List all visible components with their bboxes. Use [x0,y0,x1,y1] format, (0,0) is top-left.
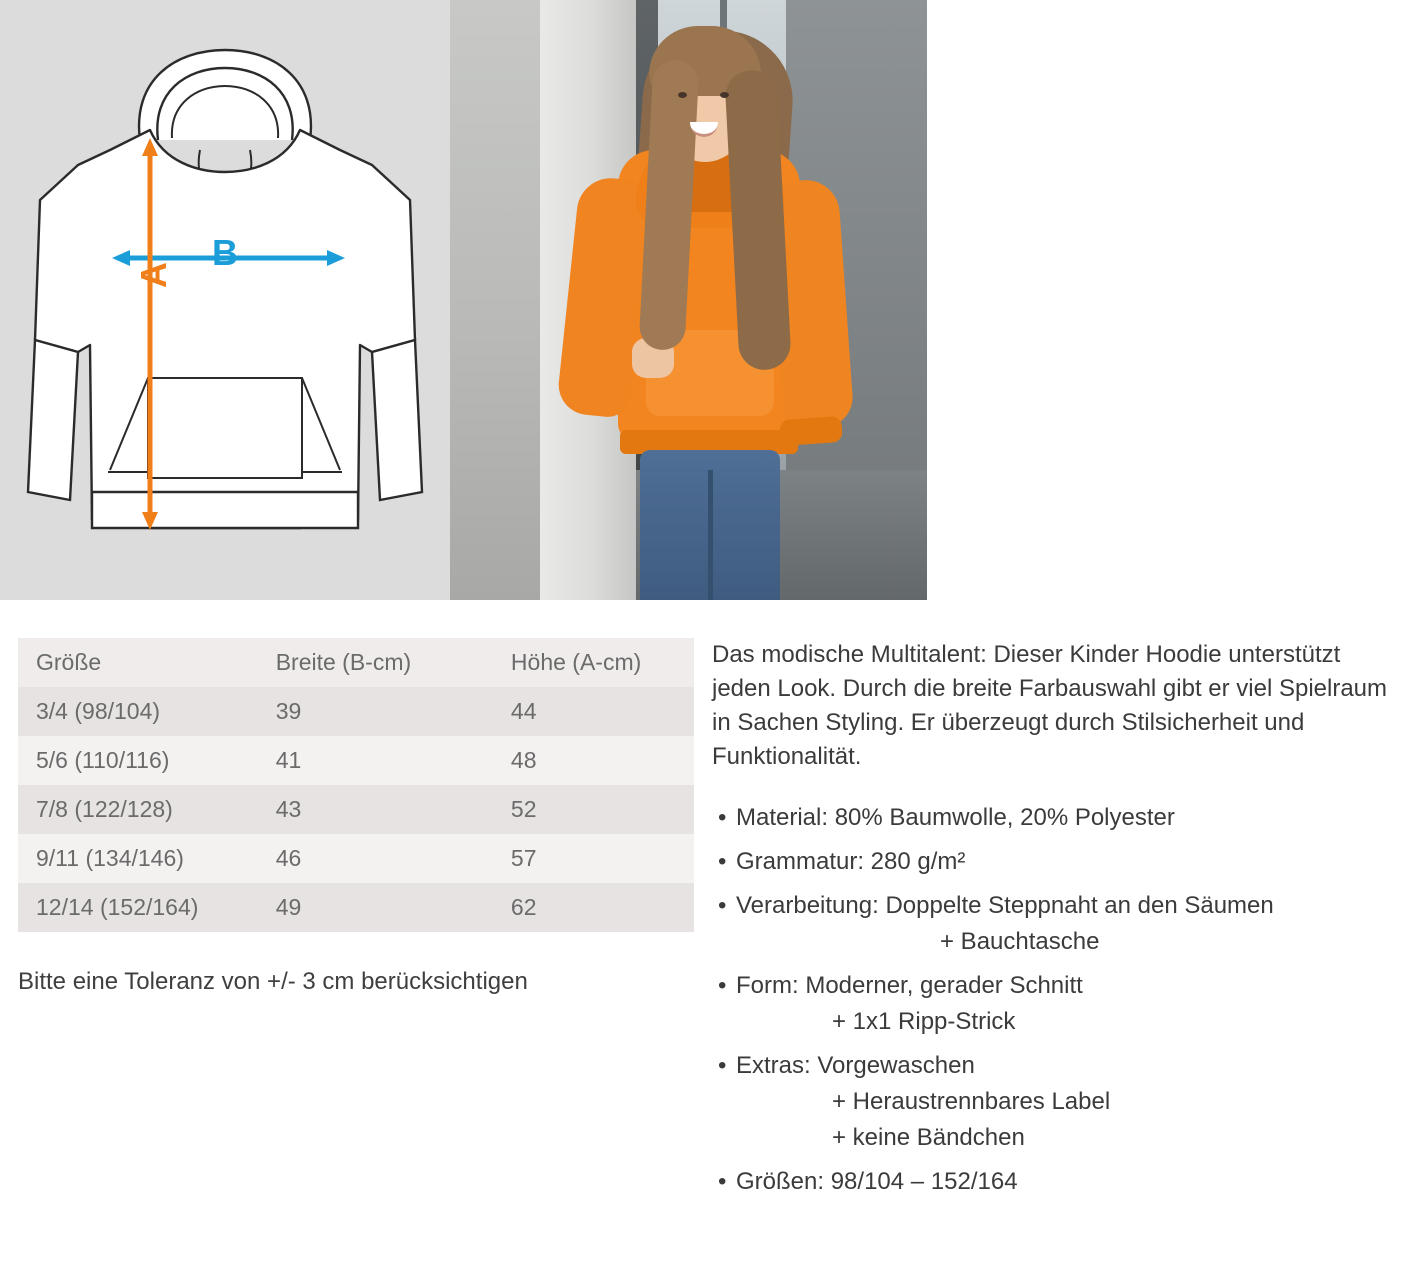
cell-size: 3/4 (98/104) [36,698,161,724]
spec-main-text: Grammatur: 280 g/m² [736,848,966,876]
diagram-label-a: A [133,262,174,288]
cell-height: 62 [510,894,537,920]
description-column [712,638,1416,1208]
spec-item-material [712,800,1402,836]
cell-size: 5/6 (110/116) [36,747,170,773]
table-row [18,834,694,883]
cell-width: 39 [275,698,302,724]
cell-size: 12/14 (152/164) [36,894,199,920]
table-row [18,883,694,932]
cell-size: 7/8 (122/128) [36,796,173,822]
spec-sub-text: + Bauchtasche [940,928,1100,956]
spec-sub-text: + keine Bändchen [832,1124,1025,1152]
cell-height: 52 [510,796,537,822]
model-figure [450,0,927,600]
spec-main-text: Material: 80% Baumwolle, 20% Polyester [736,804,1175,832]
table-header-height: Höhe (A-cm) [493,638,694,687]
table-row [18,785,694,834]
spec-sub-text: + 1x1 Ripp-Strick [832,1008,1016,1036]
spec-item-extras [712,1048,1402,1156]
model-eye-right [720,92,729,98]
spec-main-text: Form: Moderner, gerader Schnitt [736,972,1083,1000]
spec-list [712,800,1402,1200]
spec-main-text: Extras: Vorgewaschen [736,1052,975,1080]
spec-sub-text: + Heraustrennbares Label [832,1088,1111,1116]
spec-main-text: Verarbeitung: Doppelte Steppnaht an den Säumen [736,892,1274,920]
model-eye-left [678,92,687,98]
size-table-column [0,638,712,1208]
table-row [18,736,694,785]
model-jeans-seam [708,470,713,600]
table-header-row [18,638,694,687]
cell-height: 48 [510,747,537,773]
diagram-label-b: B [212,232,238,273]
spec-item-verarbeitung [712,888,1402,960]
measurement-diagram-panel [0,0,450,600]
tolerance-note: Bitte eine Toleranz von +/- 3 cm berücksichtigen [18,968,528,995]
spec-item-groessen [712,1164,1402,1200]
table-header-width: Breite (B-cm) [258,638,493,687]
size-table [18,638,694,932]
product-details-row [0,638,1416,1208]
table-header-size: Größe [18,638,258,687]
cell-width: 41 [275,747,302,773]
cell-width: 46 [275,845,302,871]
product-images-row [0,0,1416,600]
cell-height: 44 [510,698,537,724]
cell-width: 49 [275,894,302,920]
hoodie-measurement-drawing [0,0,450,600]
description-intro: Das modische Multitalent: Dieser Kinder Hoodie unterstützt jeden Look. Durch die breite Farbauswahl gibt er viel Spielraum in Sachen Styling. Er überzeugt durch Stilsicherheit und Funktionalität. [712,641,1388,771]
table-row [18,687,694,736]
spec-item-form [712,968,1402,1040]
cell-width: 43 [275,796,302,822]
product-photo [450,0,927,600]
cell-height: 57 [510,845,537,871]
spec-main-text: Größen: 98/104 – 152/164 [736,1168,1018,1196]
cell-size: 9/11 (134/146) [36,845,184,871]
spec-item-grammatur [712,844,1402,880]
